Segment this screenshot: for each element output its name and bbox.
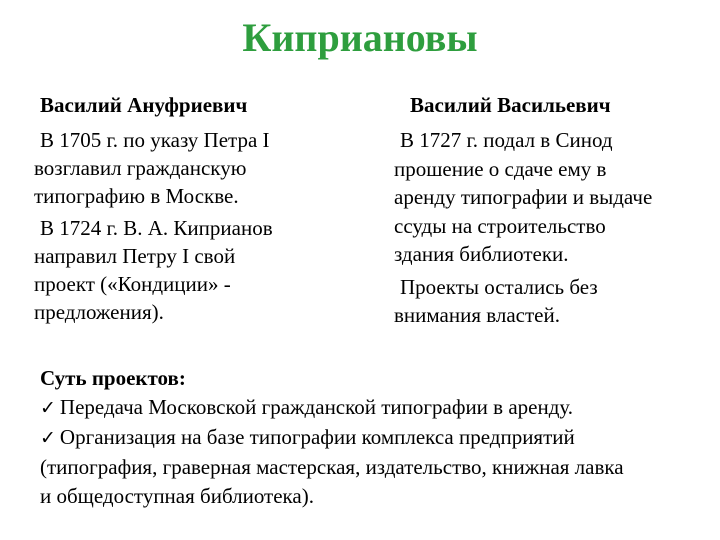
left-para2-line3: проект («Кондиции» - (34, 272, 231, 296)
summary-item-1 (40, 393, 624, 423)
check-icon: ✓ (40, 397, 56, 419)
right-para1-line2: прошение о сдаче ему в (394, 156, 607, 181)
summary-item-2-line1: Организация на базе типографии комплекса предприятий (59, 425, 575, 449)
summary-block (40, 364, 624, 511)
summary-heading: Суть проектов: (40, 366, 186, 390)
right-para1-line3: аренду типографии и выдаче (394, 185, 653, 209)
right-para1-line4: ссуды на строительство (394, 213, 606, 238)
left-para2-line1: В 1724 г. В. А. Киприанов (40, 216, 273, 240)
summary-item-2 (40, 423, 624, 453)
right-column-text (394, 126, 652, 330)
left-column-heading: Василий Ануфриевич (40, 93, 248, 117)
summary-item-2-line2: (типография, граверная мастерская, издательство, книжная лавка (40, 455, 624, 479)
left-para1-line1: В 1705 г. по указу Петра I (40, 128, 270, 152)
right-para1-line5: здания библиотеки. (394, 242, 569, 266)
right-para2-line1: Проекты остались без (400, 274, 598, 299)
right-para2-line2: внимания властей. (394, 303, 560, 327)
right-para1-line1: В 1727 г. подал в Синод (400, 128, 613, 152)
left-para1-line2: возглавил гражданскую (34, 156, 247, 180)
left-column-text (34, 126, 273, 326)
right-column-heading: Василий Васильевич (410, 93, 611, 117)
left-para1-line3: типографию в Москве. (34, 184, 239, 208)
check-icon: ✓ (40, 427, 56, 449)
summary-item-1-text: Передача Московской гражданской типографии в аренду. (59, 395, 574, 419)
left-para2-line4: предложения). (34, 300, 164, 324)
page-title: Киприановы (242, 15, 478, 60)
summary-item-2-line3: и общедоступная библиотека). (40, 484, 314, 508)
left-para2-line2: направил Петру I свой (34, 244, 236, 268)
